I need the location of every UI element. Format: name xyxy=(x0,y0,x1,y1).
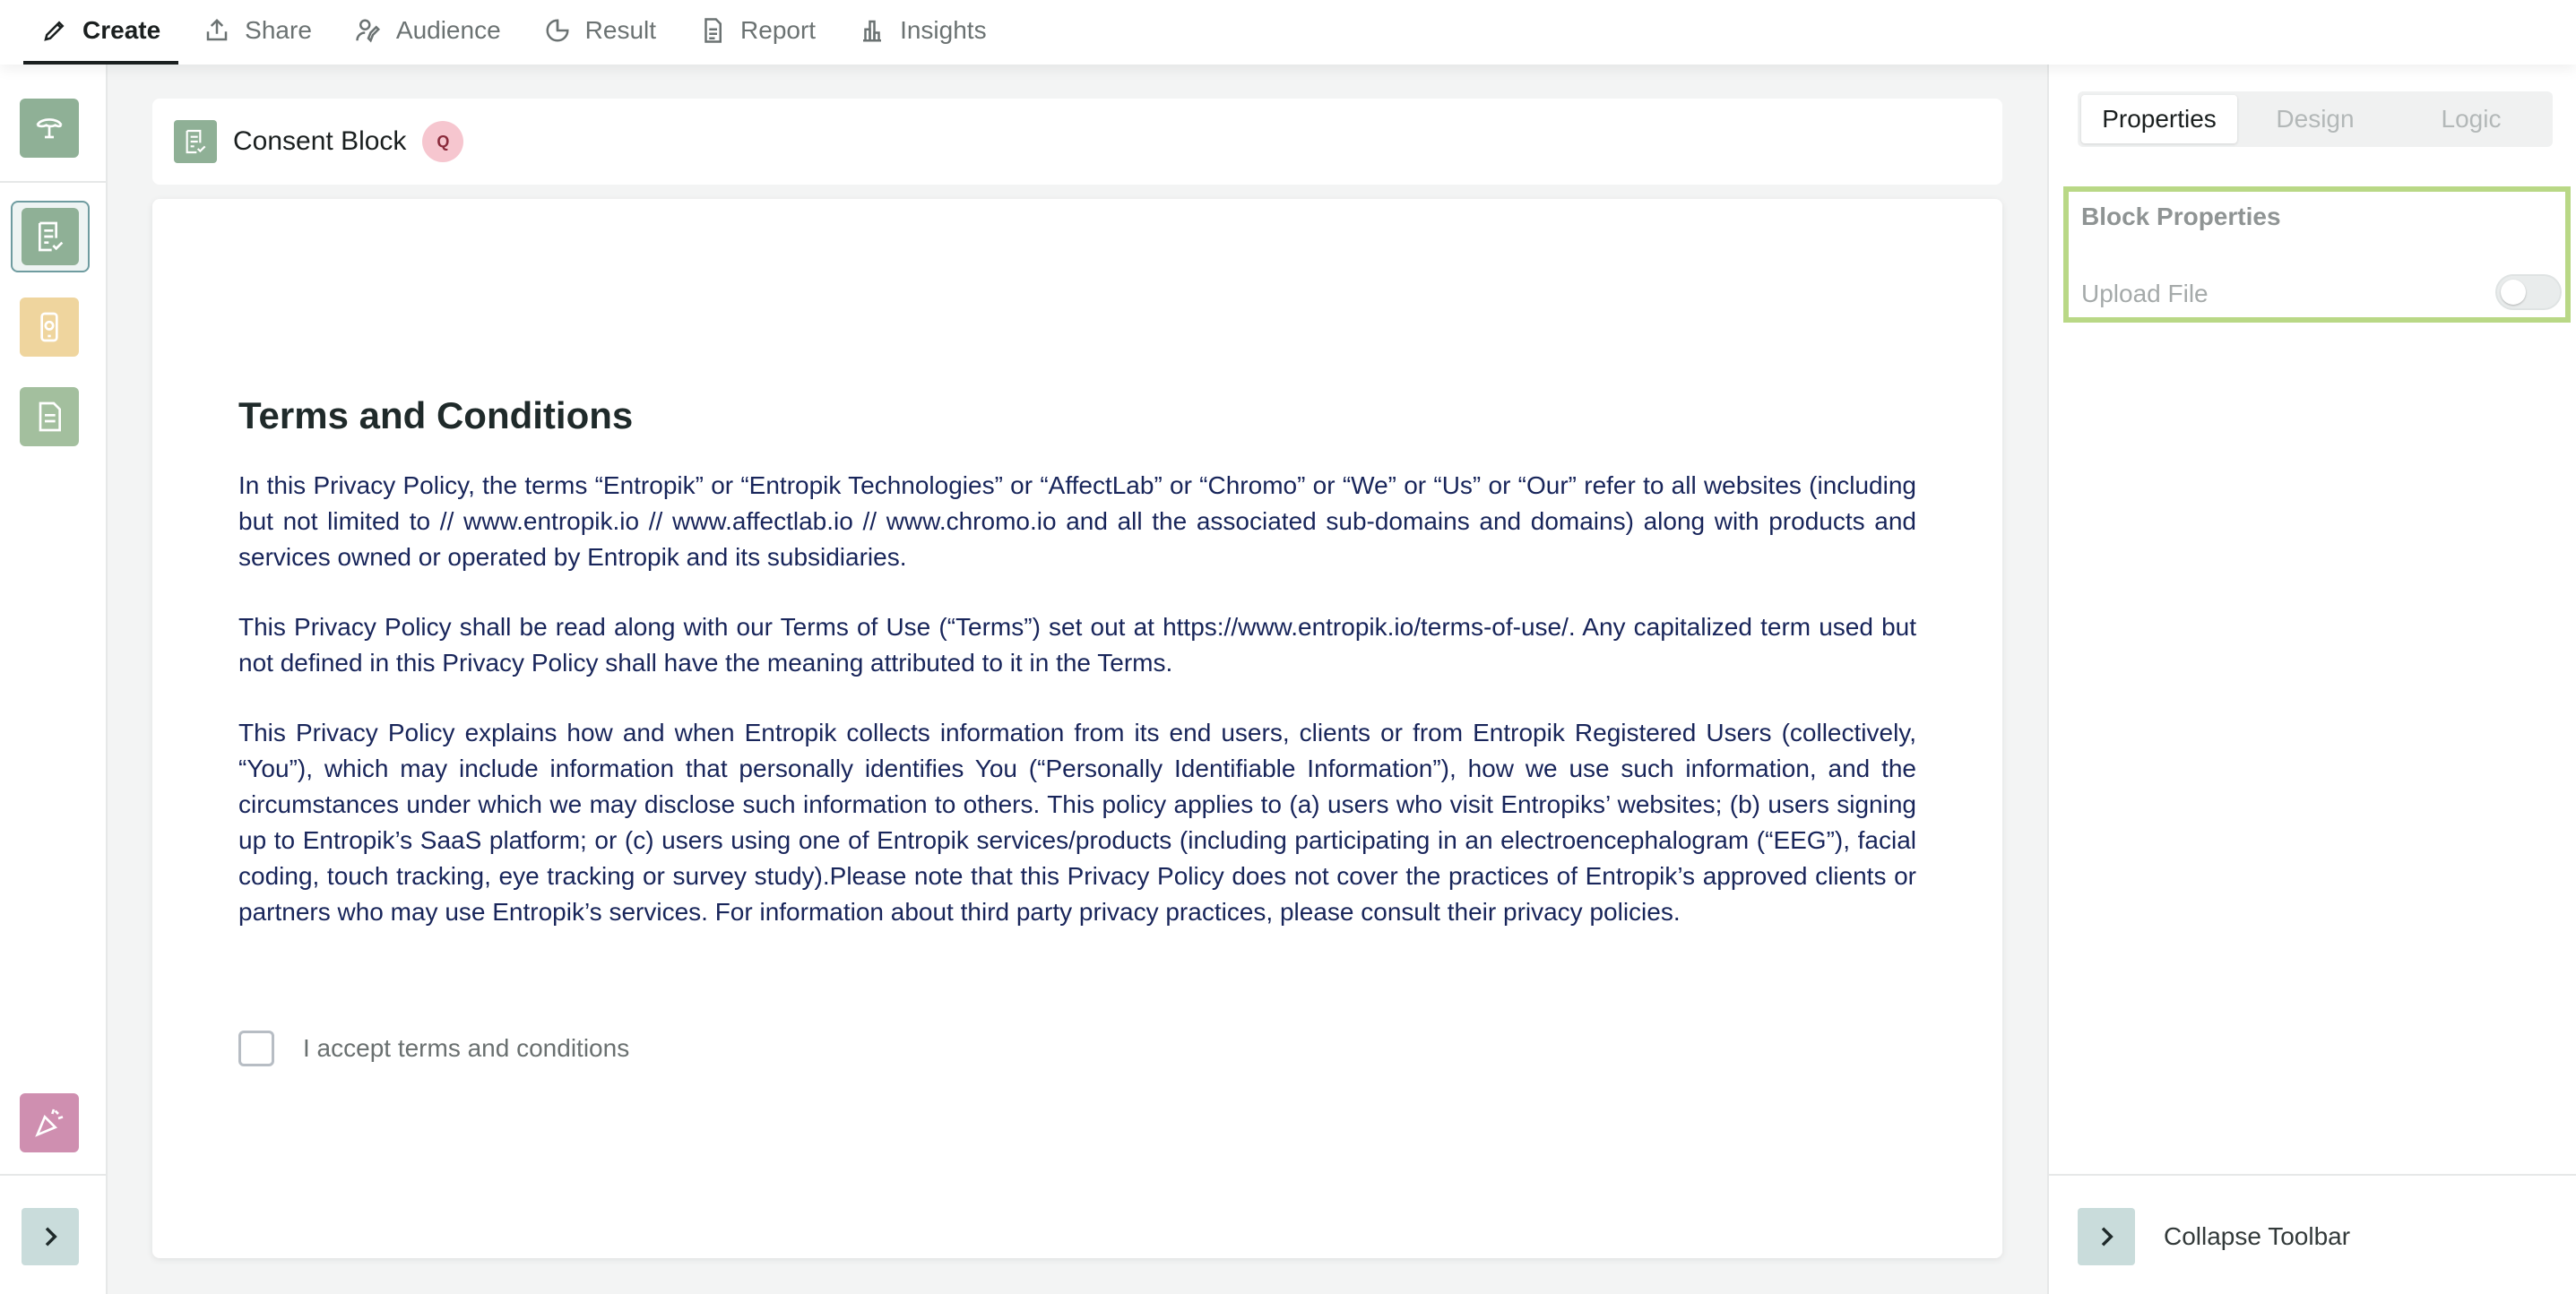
bar-chart-icon xyxy=(859,17,886,44)
tab-result[interactable] xyxy=(526,0,674,65)
collapse-toolbar-button[interactable] xyxy=(2078,1208,2135,1265)
consent-block-icon[interactable] xyxy=(22,208,79,265)
consent-checkbox-row[interactable] xyxy=(238,1031,629,1066)
chevron-right-icon xyxy=(2092,1222,2121,1251)
tab-share-label: Share xyxy=(245,16,312,44)
welcome-block-icon[interactable] xyxy=(20,99,79,158)
block-header xyxy=(152,99,2002,185)
consent-block-icon xyxy=(174,120,217,163)
consent-label: I accept terms and conditions xyxy=(303,1034,630,1062)
expand-rail-button[interactable] xyxy=(22,1208,79,1265)
tab-result-label: Result xyxy=(584,16,657,44)
tab-design[interactable]: Design xyxy=(2276,105,2355,133)
upload-file-toggle[interactable] xyxy=(2495,274,2562,310)
upload-file-label: Upload File xyxy=(2081,280,2209,307)
consent-checkbox[interactable] xyxy=(238,1031,274,1066)
rail-divider xyxy=(0,1174,106,1176)
share-icon xyxy=(203,17,230,44)
mobile-block-icon[interactable] xyxy=(20,298,79,357)
tab-properties[interactable]: Properties xyxy=(2081,95,2237,143)
document-body xyxy=(238,468,1916,964)
pencil-icon xyxy=(41,17,68,44)
document-paragraph: In this Privacy Policy, the terms “Entropik” or “Entropik Technologies” or “AffectLab” or “Chromo” or “We” or “Us” or “Our” refer to all websites (including but not limited to // www.entropik.io // www.affectlab.io // www.chromo.io and all the associated sub-domains and domains) along with products and services owned or operated by Entropik and its subsidiaries. xyxy=(238,471,1916,571)
block-rail xyxy=(0,65,108,1294)
document-icon xyxy=(699,17,726,44)
audience-icon xyxy=(355,17,382,44)
tab-logic[interactable]: Logic xyxy=(2441,105,2502,133)
panel-divider xyxy=(2049,1174,2576,1176)
rail-divider xyxy=(0,181,106,183)
toggle-knob xyxy=(2501,280,2526,305)
question-badge: Q xyxy=(422,121,463,162)
block-title: Consent Block xyxy=(233,126,407,156)
block-properties-section xyxy=(2063,186,2571,323)
document-paragraph: This Privacy Policy shall be read along with our Terms of Use (“Terms”) set out at https://www.entropik.io/terms-of-use/. Any capitalized term used but not defined in this Privacy Policy shall have the meaning attributed to it in the Terms. xyxy=(238,613,1916,677)
properties-panel xyxy=(2047,65,2576,1294)
tab-audience-label: Audience xyxy=(395,16,501,44)
collapse-toolbar[interactable] xyxy=(2078,1208,2350,1265)
block-properties-heading: Block Properties xyxy=(2081,203,2281,230)
tab-insights-label: Insights xyxy=(900,16,987,44)
top-navigation xyxy=(0,0,2576,65)
document-block-icon[interactable] xyxy=(20,387,79,446)
collapse-toolbar-label: Collapse Toolbar xyxy=(2164,1222,2351,1250)
tab-audience[interactable] xyxy=(337,0,519,65)
document-title: Terms and Conditions xyxy=(238,394,634,436)
panel-tabs xyxy=(2078,91,2553,147)
tab-report[interactable] xyxy=(681,0,834,65)
tab-insights[interactable] xyxy=(841,0,1005,65)
document-paragraph: This Privacy Policy explains how and when Entropik collects information from its end users, clients or from Entropik Registered Users (collectively, “You”), which may include information that personally identifies You (“Personally Identifiable Information”), how we use such information, and the circumstances under which we may disclose such information to others. This policy applies to (a) users who visit Entropiks’ websites; (b) users signing up to Entropik’s SaaS platform; or (c) users using one of Entropik services/products (including participating in an electroencephalogram (“EEG”), facial coding, touch tracking, eye tracking or survey study).Please note that this Privacy Policy does not cover the practices of Entropik’s approved clients or partners who may use Entropik’s services. For information about third party privacy practices, please consult their privacy policies. xyxy=(238,719,1916,926)
chevron-right-icon xyxy=(36,1222,65,1251)
thank-you-confetti-icon[interactable] xyxy=(20,1093,79,1152)
tab-create-label: Create xyxy=(82,16,161,44)
pie-icon xyxy=(544,17,571,44)
tab-share[interactable] xyxy=(186,0,330,65)
tab-create[interactable] xyxy=(23,0,178,65)
tab-report-label: Report xyxy=(740,16,817,44)
consent-preview-card xyxy=(152,199,2002,1258)
